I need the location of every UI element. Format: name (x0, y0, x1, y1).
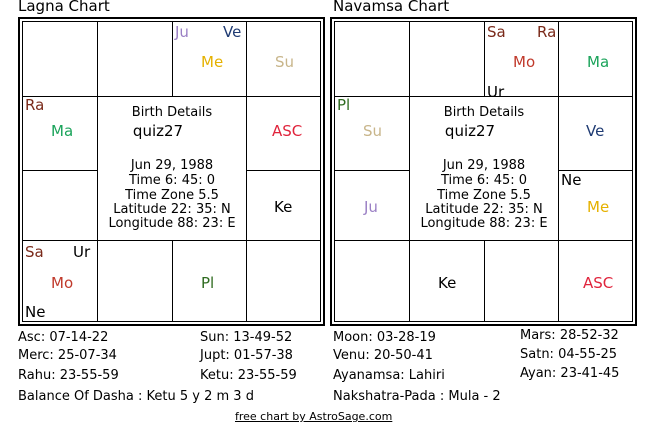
ketu-degree: Ketu: 23-55-59 (200, 368, 297, 383)
lagna-house-1 (98, 22, 173, 97)
lagna-house-4 (247, 97, 320, 171)
lagna-birth-details (98, 97, 247, 241)
planet-ju: Ju (364, 198, 378, 216)
sun-degree: Sun: 13-49-52 (200, 330, 293, 345)
navamsa-house-6 (559, 241, 632, 321)
planet-mo: Mo (51, 274, 74, 292)
ayan-degree: Ayan: 23-41-45 (520, 366, 620, 381)
navamsa-birth-details (410, 97, 559, 241)
rahu-degree: Rahu: 23-55-59 (18, 368, 119, 383)
lagna-house-3 (247, 22, 320, 97)
birth-details-heading: Birth Details (131, 105, 213, 120)
planet-asc: ASC (272, 122, 303, 140)
navamsa-house-9 (335, 241, 410, 321)
planet-ma: Ma (51, 122, 74, 140)
planet-su: Su (363, 122, 383, 140)
venu-degree: Venu: 20-50-41 (333, 348, 433, 363)
lagna-chart-title: Lagna Chart (18, 0, 110, 15)
planet-ve: Ve (223, 23, 242, 41)
lagna-house-5 (247, 171, 320, 241)
lagna-house-8 (98, 241, 173, 321)
birth-date: Jun 29, 1988 (442, 158, 526, 173)
planet-sa: Sa (487, 23, 506, 41)
navamsa-house-7 (485, 241, 559, 321)
planet-ra: Ra (25, 96, 45, 114)
planet-ke: Ke (274, 198, 293, 216)
navamsa-chart-title: Navamsa Chart (333, 0, 450, 15)
lagna-house-2 (173, 22, 247, 97)
birth-time: Time 6: 45: 0 (440, 173, 528, 188)
birth-longitude: Longitude 88: 23: E (108, 216, 236, 231)
lagna-chart-grid (22, 21, 321, 322)
planet-ur: Ur (487, 83, 505, 101)
nakshatra-pada: Nakshatra-Pada : Mula - 2 (333, 389, 501, 404)
birth-timezone: Time Zone 5.5 (125, 188, 219, 203)
birth-latitude: Latitude 22: 35: N (425, 202, 543, 217)
asc-degree: Asc: 07-14-22 (18, 330, 109, 345)
planet-pl: Pl (337, 96, 351, 114)
mars-degree: Mars: 28-52-32 (520, 328, 619, 343)
planet-ke: Ke (438, 274, 457, 292)
birth-timezone: Time Zone 5.5 (437, 188, 531, 203)
lagna-house-10 (23, 171, 98, 241)
planet-ve: Ve (586, 122, 605, 140)
lagna-house-12 (23, 22, 98, 97)
birth-date: Jun 29, 1988 (130, 158, 214, 173)
moon-degree: Moon: 03-28-19 (333, 330, 436, 345)
planet-pl: Pl (201, 274, 215, 292)
planet-asc: ASC (583, 274, 614, 292)
birth-name: quiz27 (132, 122, 184, 140)
planet-ma: Ma (587, 53, 610, 71)
navamsa-house-1 (410, 22, 485, 97)
navamsa-house-10 (335, 171, 410, 241)
jupt-degree: Jupt: 01-57-38 (200, 348, 293, 363)
lagna-house-9 (23, 241, 98, 321)
navamsa-house-4 (559, 97, 632, 171)
ayanamsa: Ayanamsa: Lahiri (333, 368, 445, 383)
navamsa-house-2 (485, 22, 559, 101)
lagna-house-6 (247, 241, 320, 321)
navamsa-chart (330, 17, 637, 326)
lagna-house-7 (173, 241, 247, 321)
birth-time: Time 6: 45: 0 (128, 173, 216, 188)
balance-of-dasha: Balance Of Dasha : Ketu 5 y 2 m 3 d (18, 389, 254, 404)
planet-ne: Ne (25, 303, 46, 321)
lagna-chart (18, 17, 325, 326)
navamsa-house-3 (559, 22, 632, 97)
birth-name: quiz27 (444, 122, 496, 140)
navamsa-house-12 (335, 22, 410, 97)
planet-me: Me (201, 53, 224, 71)
planet-ne: Ne (561, 171, 582, 189)
astrosage-footer-link[interactable]: free chart by AstroSage.com (235, 410, 393, 423)
planet-sa: Sa (25, 243, 44, 261)
navamsa-house-5 (559, 171, 632, 241)
planet-mo: Mo (513, 53, 536, 71)
navamsa-house-8 (410, 241, 485, 321)
merc-degree: Merc: 25-07-34 (18, 348, 117, 363)
planet-su: Su (275, 53, 295, 71)
navamsa-chart-grid (334, 21, 633, 322)
birth-longitude: Longitude 88: 23: E (420, 216, 548, 231)
planet-me: Me (587, 198, 610, 216)
planet-ur: Ur (73, 243, 91, 261)
satn-degree: Satn: 04-55-25 (520, 347, 618, 362)
birth-latitude: Latitude 22: 35: N (113, 202, 231, 217)
planet-ju: Ju (175, 23, 189, 41)
birth-details-heading: Birth Details (443, 105, 525, 120)
planet-ra: Ra (537, 23, 557, 41)
